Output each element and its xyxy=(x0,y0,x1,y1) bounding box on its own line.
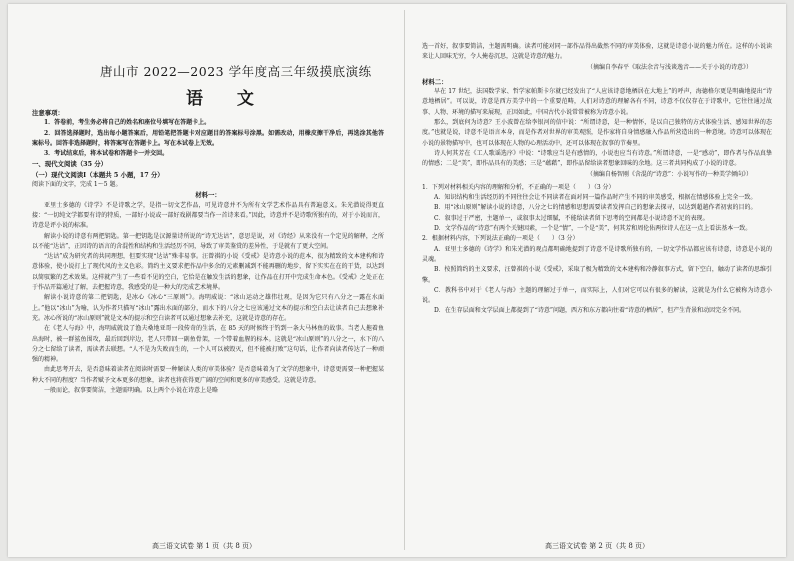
notice-3: 3．考试结束后，将本试卷和答题卡一并交回。 xyxy=(44,150,169,158)
paragraph: 早在 17 世纪，法国数学家、哲学家帕斯卡尔就已经发出了“人应该诗意地栖居在大地上”的呼声，海德格尔更是明确地提出“诗意地栖居”。可以说，诗意是西方美学中的一个重要范畴，人们对诗意的理解各有不同，诗意不仅仅存在于诗歌中，它往往通过故事、人物、环境的描写来展现，正因如此，中国古代小说常常被称为诗意小说。 xyxy=(422,88,772,116)
notice-heading: 注意事项： xyxy=(32,109,64,117)
exam-title: 唐山市 2022—2023 学年度高三年级摸底演练 xyxy=(100,64,372,79)
continuation-text: 选一首好，叙事要简洁，主题需明确。读者可能对同一部作品得出截然不同的审美体验，这就是诗意小说的魅力所在。这样的小说读来让人回味无穷，令人掩卷沉思，这就是诗意的魅力。 xyxy=(422,43,772,61)
paragraph: 由此思考开去，是否意味着读者在阅读时需要一种解读人类的审美体验？是否意味着为了文学的想象中，诗意更需要一种把握某种大不同的程度？当作者赋予文本更多的想象，读者也将获得更广阔的空间和更多的审美感受。这就是诗意。 xyxy=(32,366,384,384)
page-1 xyxy=(8,4,400,557)
q2-option-d: D．在生存层面和文学层面上都提到了“诗意”问题，西方和东方都向往着“诗意的栖居”，但产生背景和动因完全不同。 xyxy=(434,307,746,315)
column-divider xyxy=(404,10,405,550)
page-footer-1: 高三语文试卷 第 1 页（共 8 页） xyxy=(151,542,257,550)
notice-1: 1．答卷前，考生务必将自己的姓名和座位号填写在答题卡上。 xyxy=(44,119,211,127)
paragraph: 一般而论，叙事要简洁，主题需明确。以上两个小说在诗意上是略 xyxy=(44,387,219,395)
q1-option-b: B．用“冰山原则”解读小说的诗意，八分之七的情感和思想需要读者发挥自己的想象去探寻，以达到超越作者初衷的目的。 xyxy=(434,204,757,212)
page-footer-2: 高三语文试卷 第 2 页（共 8 页） xyxy=(544,542,650,550)
paragraph: 那么，到底何为诗意？王小波曾在给李银河的信中说：“所谓诗意，是一种情怀，是以自己独特的方式体验生活、感知世界的态度。”也就是说，诗意不是语言本身，而是作者对世界的审美观照，是作家将自身情感融入作品所营造出的一种意境。诗意可以体现在小说的景物描写中，也可以体现在人物的心理活动中，还可以体现在叙事的节奏里。 xyxy=(422,119,772,147)
subsection-heading: （一）现代文阅读Ⅰ（本题共 5 小题，17 分） xyxy=(32,170,164,179)
paragraph: 解读小说的诗意有两把钥匙。第一把钥匙是汉源量诗所说的“诗无达诂”，意思是说，对《诗经》从来没有一个定见的解释，之所以不能“达诂”，正因诗的语言的含混性和结构和生活经历不同，导致了审美鉴赏的差异性，于是就有了更大空间。 xyxy=(32,232,384,250)
paragraph: 诗人何其芳在《工人歌谣选序》中说：“诗歌应当是有感情的，小说也应当有诗意。”所谓诗意，一是“感动”，即作者与作品真挚的情感；二是“美”，即作品具有的美感；三是“蕴藉”，即作品留给读者想象回味的余地。这三者共同构成了小说的诗意。 xyxy=(422,149,772,168)
source-2: （摘编自杨智刚《含混的“诗意”：小说写作的一种美学倾向》） xyxy=(586,170,752,178)
q2-option-a: A．亚里士多德的《诗学》和朱光潜的观点都明确地提到了诗意不是诗歌所独有的，一切文学作品都应该有诗意，诗意是小说的灵魂。 xyxy=(422,245,772,263)
q1-option-c: C．叙事过于严密，主题单一，或叙事太过细腻，不能给读者留下思考的空间都是小说诗意不足的表现。 xyxy=(434,214,709,222)
subject-title: 语 文 xyxy=(186,89,268,109)
page-2-text xyxy=(422,42,772,317)
paragraph: 解读小说诗意的第二把钥匙，是冰心《冰心“三原则”》。海明威说：“冰山运动之雄伟壮观，是因为它只有八分之一露在水面上。”他以“冰山”为喻，认为作者只描写“冰山”露出水面的部分，而水下的八分之七应该通过文本的提示和空白去让读者自己去想象补充。冰心所说的“冰山原则”就是文本的提示和空白读者可以通过想象去补充，这就是诗意的存在。 xyxy=(32,294,384,322)
q1-option-d: D．文学作品的“诗意”有两个关键因素，一个是“情”，一个是“美”，何其芳和周伦佑两位诗人在这一点上看法基本一致。 xyxy=(434,225,752,233)
paragraph: “达诂”成为研究者的共同理想，但要实现“达诂”殊非易事。汪曾祺的小说《受戒》是诗意小说的范本，很为精致的文本建构和诗意体验，使小说打上了现代风的主义色彩。简约主义要求把作品中多余的元素删减到不能再删的地步，留下实实在在的干货，以达到以简驭繁的艺术效果。这样就产生了一些看不见的空白，它恰是在触发生活的想象，让作品在打开中完成生命本色。《受戒》之处正在于作品开篇通过了解，去把握诗意，我感受的是一种大的完成艺术境界。 xyxy=(32,253,384,292)
source-1: （摘编自李春平《取法余音与浅谈逸音——关于小说的诗意》） xyxy=(586,63,752,71)
question-1: 1．下列对材料相关内容的理解和分析，不正确的一项是（ ）（3 分） xyxy=(422,183,615,191)
q2-option-c: C．教科书中对于《老人与海》主题的理解过于单一，而实际上，人们对它可以有很多的解读，这就是为什么它被称为诗意小说。 xyxy=(422,286,772,305)
question-2: 2．根据材料内容，下列说法正确的一项是（ ）（3 分） xyxy=(422,235,579,243)
q1-option-a: A．知识结构和生活经历的不同往往会让不同读者在面对同一篇作品时产生不同的审美感受，根据在情感体验上完全一致。 xyxy=(434,194,757,202)
paragraph: 在《老人与海》中，海明威就设了渔夫桑地亚哥一段传奇的生活，在 85 天的时候终于钓到一条大马林鱼的故事。当老人拖着鱼出海时，被一群鲨鱼围攻，最后回到岸边，老人只带回一副鱼骨架，一个带着血腥的标本。这就是“冰山原则”的八分之一，水下的八分之七留给了读者，需读者去联想。“人不是为失败而生的，一个人可以被毁灭，但不能被打败”这句话，让作者向读者传达了一种顽强的精神。 xyxy=(32,325,384,364)
notice-2: 2．回答选择题时，选出每小题答案后，用铅笔把答题卡对应题目的答案标号涂黑。如需改动，用橡皮擦干净后，再选涂其他答案标号。回答非选择题时，将答案写在答题卡上。写在本试卷上无效。 xyxy=(32,129,384,147)
notice-block xyxy=(32,108,384,396)
page-2 xyxy=(408,4,786,557)
q2-option-b: B．按照简约的主义要求，汪曾祺的小说《受戒》，采取了极为精致的文本建构和冷静叙事方式，留下空白，触动了读者的思维引擎。 xyxy=(422,266,772,284)
material-1-label: 材料一： xyxy=(195,191,221,200)
instruction: 阅读下面的文字，完成 1～5 题。 xyxy=(32,181,122,189)
material-2-label: 材料二： xyxy=(422,77,448,86)
exam-sheet xyxy=(8,4,786,557)
section-heading: 一、现代文阅读（35 分） xyxy=(32,160,108,169)
paragraph: 亚里士多德的《诗学》不是诗歌之学，是指一切文艺作品，可见诗意并不为所有文学艺术作品具有普遍意义。朱光潜说得更直接：“一切纯文学都要有诗的特质，一部好小说或一部好戏剧都要当作一首诗来看。”因此，诗意并不是诗歌所独有的，对于小说而言，诗意是评小说的标准。 xyxy=(32,201,384,230)
